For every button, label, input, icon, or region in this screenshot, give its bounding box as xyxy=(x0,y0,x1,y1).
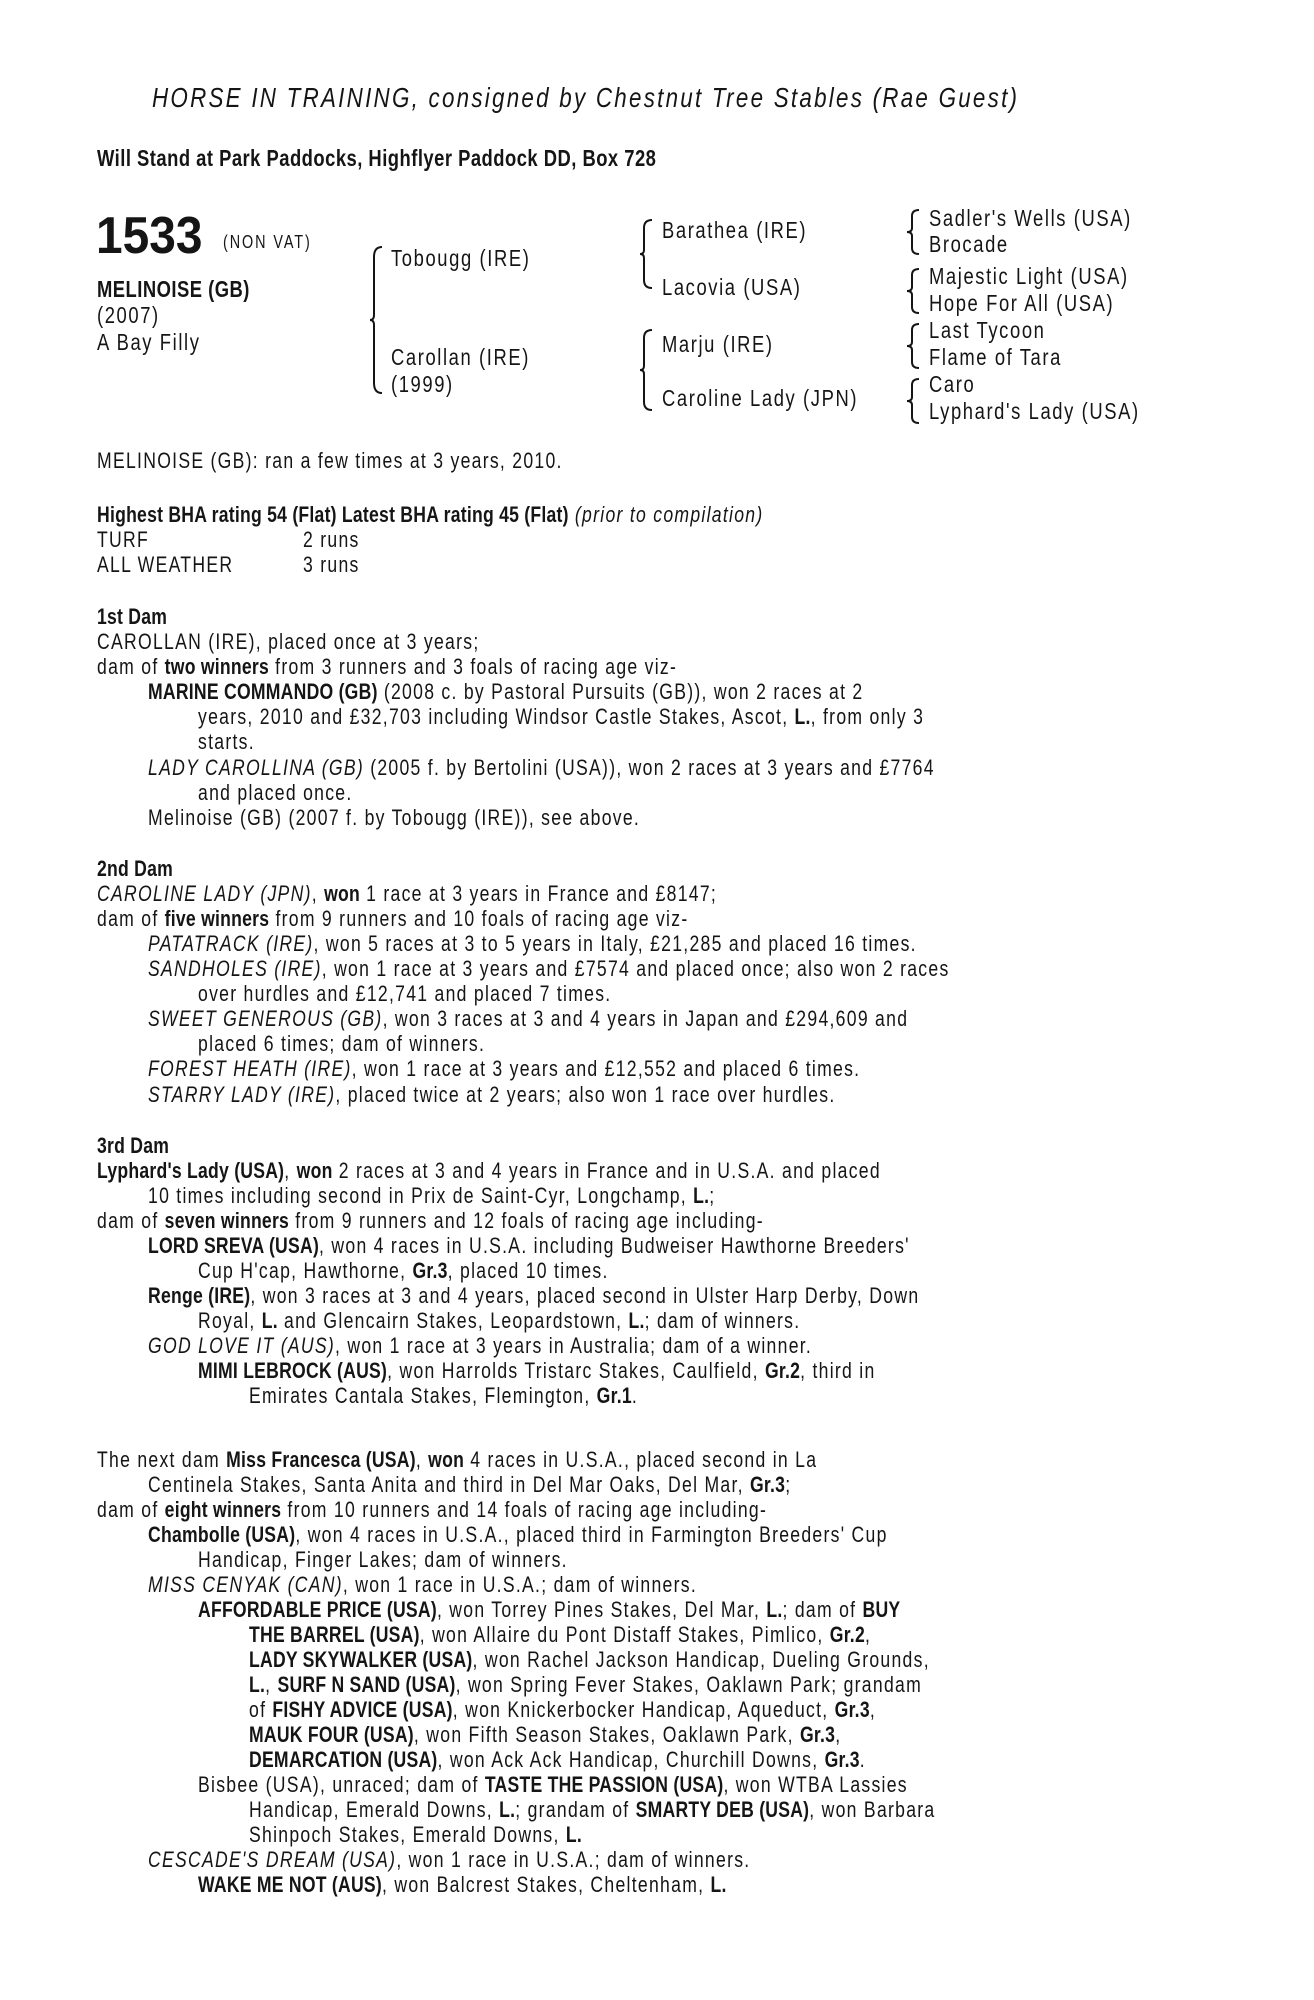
text-run: 10 times including second in Prix de Saint-Cyr, Longchamp, xyxy=(148,1183,694,1208)
text-run: CAROLINE LADY (JPN) xyxy=(97,881,312,906)
dam1-heading: 1st Dam xyxy=(97,604,168,629)
text-run: ; xyxy=(709,1183,716,1208)
text-run: CESCADE'S DREAM (USA) xyxy=(148,1847,397,1872)
text-run: , xyxy=(311,881,325,906)
dam1-entry1-line2 xyxy=(198,705,924,729)
pedigree-sire: Tobougg (IRE) xyxy=(391,245,531,271)
pedigree-sire-sire: Barathea (IRE) xyxy=(662,217,808,243)
affordable-line2 xyxy=(249,1623,871,1647)
text-run: , won WTBA Lassies xyxy=(723,1772,908,1797)
text-run: , won 3 races at 3 and 4 years in Japan and £294,609 and xyxy=(382,1006,909,1031)
next-dam-line3 xyxy=(97,1498,767,1522)
stand-location: Will Stand at Park Paddocks, Highflyer Paddock DD, Box 728 xyxy=(97,145,657,171)
text-run: Handicap, Emerald Downs, xyxy=(249,1797,500,1822)
text-run: , from only 3 xyxy=(810,704,925,729)
text-run: SURF N SAND (USA) xyxy=(277,1672,456,1697)
cescade-line xyxy=(148,1848,750,1872)
text-run: AFFORDABLE PRICE (USA) xyxy=(198,1597,437,1622)
text-run: , won 5 races at 3 to 5 years in Italy, £21,285 and placed 16 times. xyxy=(313,931,917,956)
text-run: from 9 runners and 12 foals of racing age including- xyxy=(289,1208,764,1233)
ratings-note: (prior to compilation) xyxy=(574,502,764,527)
text-run: won xyxy=(296,1158,333,1183)
dam3-heading: 3rd Dam xyxy=(97,1133,170,1158)
text-run: won xyxy=(324,881,360,906)
text-run: , won Balcrest Stakes, Cheltenham, xyxy=(381,1872,711,1897)
text-run: L. xyxy=(693,1183,710,1208)
dam2-line2 xyxy=(97,907,688,931)
text-run: dam of xyxy=(97,1208,165,1233)
pedigree-brace-1 xyxy=(370,245,384,395)
text-run: Gr.3 xyxy=(834,1697,870,1722)
text-run: GOD LOVE IT (AUS) xyxy=(148,1333,336,1358)
dam3-line3 xyxy=(97,1209,764,1233)
text-run: LORD SREVA (USA) xyxy=(148,1233,320,1258)
aw-label: ALL WEATHER xyxy=(97,552,234,577)
ratings-line xyxy=(97,503,763,527)
text-run: Gr.3 xyxy=(412,1258,448,1283)
text-run: Cup H'cap, Hawthorne, xyxy=(198,1258,413,1283)
dam1-entry1-line3: starts. xyxy=(198,729,255,754)
text-run: Gr.3 xyxy=(824,1747,860,1772)
pedigree-dam-dam: Caroline Lady (JPN) xyxy=(662,385,859,411)
text-run: , xyxy=(869,1697,877,1722)
affordable-line5 xyxy=(249,1698,876,1722)
text-run: , xyxy=(835,1722,842,1747)
text-run: , xyxy=(415,1447,429,1472)
pedigree-brace-5 xyxy=(907,267,921,315)
dam2-entry1 xyxy=(148,932,917,956)
text-run: L. xyxy=(628,1308,645,1333)
text-run: ; xyxy=(785,1472,792,1497)
text-run: ; dam of xyxy=(782,1597,863,1622)
horse-description: A Bay Filly xyxy=(97,329,201,355)
text-run: Bisbee (USA), unraced; dam of xyxy=(198,1772,485,1797)
text-run: , won 3 races at 3 and 4 years, placed second in Ulster Harp Derby, Down xyxy=(250,1283,920,1308)
text-run: from 9 runners and 10 foals of racing age viz- xyxy=(269,906,689,931)
dam3-entry4-line2 xyxy=(249,1384,638,1408)
dam2-heading: 2nd Dam xyxy=(97,856,174,881)
text-run: L. xyxy=(261,1308,278,1333)
text-run: Centinela Stakes, Santa Anita and third in Del Mar Oaks, Del Mar, xyxy=(148,1472,750,1497)
affordable-line6 xyxy=(249,1723,841,1747)
text-run: , won 1 race in U.S.A.; dam of winners. xyxy=(342,1572,698,1597)
text-run: . xyxy=(859,1747,866,1772)
turf-label: TURF xyxy=(97,527,150,552)
pedigree-brace-6 xyxy=(907,322,921,370)
next-dam-line2 xyxy=(148,1473,791,1497)
pedigree-brace-4 xyxy=(907,208,921,256)
text-run: SMARTY DEB (USA) xyxy=(635,1797,810,1822)
text-run: dam of xyxy=(97,906,165,931)
miss-cenyak-line xyxy=(148,1573,697,1597)
pedigree-dds: Caro xyxy=(929,371,976,397)
text-run: (2008 c. by Pastoral Pursuits (GB)), won 2 races at 2 xyxy=(377,679,864,704)
aw-runs: 3 runs xyxy=(303,552,360,577)
text-run: Lyphard's Lady (USA) xyxy=(97,1158,285,1183)
dam2-entry5 xyxy=(148,1083,836,1107)
text-run: L. xyxy=(710,1872,727,1897)
affordable-line3 xyxy=(249,1648,930,1672)
text-run: Miss Francesca (USA) xyxy=(226,1447,416,1472)
dam2-entry3-line2: placed 6 times; dam of winners. xyxy=(198,1031,486,1056)
text-run: , won Allaire du Pont Distaff Stakes, Pimlico, xyxy=(419,1622,830,1647)
text-run: MAUK FOUR (USA) xyxy=(249,1722,414,1747)
text-run: and Glencairn Stakes, Leopardstown, xyxy=(277,1308,629,1333)
bisbee-line3 xyxy=(249,1823,582,1847)
pedigree-sdd: Hope For All (USA) xyxy=(929,290,1115,316)
text-run: SANDHOLES (IRE) xyxy=(148,956,322,981)
dam1-entry2-line2: and placed once. xyxy=(198,780,353,805)
pedigree-dam: Carollan (IRE) xyxy=(391,344,530,370)
dam2-entry2-line1 xyxy=(148,957,950,981)
text-run: of xyxy=(249,1697,273,1722)
text-run: won xyxy=(428,1447,465,1472)
chambolle-line1 xyxy=(148,1523,888,1547)
pedigree-dss: Last Tycoon xyxy=(929,317,1046,343)
chambolle-line2: Handicap, Finger Lakes; dam of winners. xyxy=(198,1547,568,1572)
text-run: , won 4 races in U.S.A. including Budweiser Hawthorne Breeders' xyxy=(319,1233,910,1258)
pedigree-brace-3 xyxy=(640,328,654,412)
wake-me-not-line xyxy=(198,1873,727,1897)
text-run: seven winners xyxy=(164,1208,290,1233)
lot-number: 1533 xyxy=(96,207,203,265)
text-run: Renge (IRE) xyxy=(148,1283,251,1308)
pedigree-ddd: Lyphard's Lady (USA) xyxy=(929,398,1140,424)
pedigree-dam-year: (1999) xyxy=(391,371,454,397)
text-run: . xyxy=(631,1383,639,1408)
text-run: , won Spring Fever Stakes, Oaklawn Park; grandam xyxy=(455,1672,923,1697)
pedigree-sds: Majestic Light (USA) xyxy=(929,263,1129,289)
text-run: ; dam of winners. xyxy=(644,1308,801,1333)
text-run: , won 1 race at 3 years in Australia; dam of a winner. xyxy=(335,1333,813,1358)
text-run: L. xyxy=(565,1822,582,1847)
dam2-line1 xyxy=(97,882,717,906)
text-run: WAKE ME NOT (AUS) xyxy=(198,1872,382,1897)
dam3-entry2-line2 xyxy=(198,1309,800,1333)
dam3-entry1-line1 xyxy=(148,1234,910,1258)
text-run: , won 1 race at 3 years and £12,552 and placed 6 times. xyxy=(351,1056,861,1081)
pedigree-brace-2 xyxy=(640,218,654,290)
turf-runs: 2 runs xyxy=(303,527,360,552)
text-run: DEMARCATION (USA) xyxy=(249,1747,438,1772)
text-run: years, 2010 and £32,703 including Windsor Castle Stakes, Ascot, xyxy=(198,704,795,729)
text-run: L. xyxy=(794,704,811,729)
text-run: 2 races at 3 and 4 years in France and in U.S.A. and placed xyxy=(332,1158,881,1183)
text-run: , xyxy=(265,1672,278,1697)
text-run: LADY SKYWALKER (USA) xyxy=(249,1647,473,1672)
bisbee-line2 xyxy=(249,1798,936,1822)
text-run: TASTE THE PASSION (USA) xyxy=(484,1772,724,1797)
text-run: Gr.1 xyxy=(596,1383,632,1408)
text-run: 4 races in U.S.A., placed second in La xyxy=(464,1447,818,1472)
text-run: BUY xyxy=(862,1597,901,1622)
text-run: , won Knickerbocker Handicap, Aqueduct, xyxy=(452,1697,835,1722)
text-run: L. xyxy=(766,1597,783,1622)
dam1-entry3: Melinoise (GB) (2007 f. by Tobougg (IRE)), see above. xyxy=(148,805,641,830)
text-run: two winners xyxy=(164,654,270,679)
text-run: , third in xyxy=(800,1358,876,1383)
text-run: , placed 10 times. xyxy=(447,1258,609,1283)
pedigree-dsd: Flame of Tara xyxy=(929,344,1062,370)
race-summary: MELINOISE (GB): ran a few times at 3 years, 2010. xyxy=(97,448,563,473)
text-run: , won Harrolds Tristarc Stakes, Caulfield, xyxy=(387,1358,765,1383)
text-run: eight winners xyxy=(164,1497,282,1522)
text-run: Emirates Cantala Stakes, Flemington, xyxy=(249,1383,597,1408)
text-run: , won Ack Ack Handicap, Churchill Downs, xyxy=(437,1747,825,1772)
dam1-entry2-line1 xyxy=(148,756,935,780)
vat-status: (NON VAT) xyxy=(223,232,312,252)
text-run: , won Barbara xyxy=(809,1797,936,1822)
text-run: PATATRACK (IRE) xyxy=(148,931,314,956)
dam3-entry1-line2 xyxy=(198,1259,609,1283)
horse-name: MELINOISE (GB) xyxy=(97,276,250,302)
text-run: , won Torrey Pines Stakes, Del Mar, xyxy=(436,1597,767,1622)
text-run: from 10 runners and 14 foals of racing age including- xyxy=(281,1497,768,1522)
pedigree-sss: Sadler's Wells (USA) xyxy=(929,205,1132,231)
text-run: Gr.2 xyxy=(829,1622,865,1647)
text-run: FOREST HEATH (IRE) xyxy=(148,1056,352,1081)
text-run: FISHY ADVICE (USA) xyxy=(272,1697,453,1722)
page-header: HORSE IN TRAINING, consigned by Chestnut Tree Stables (Rae Guest) xyxy=(152,82,1020,113)
dam1-line1: CAROLLAN (IRE), placed once at 3 years; xyxy=(97,629,480,654)
text-run: from 3 runners and 3 foals of racing age viz- xyxy=(269,654,678,679)
dam3-line1 xyxy=(97,1159,881,1183)
text-run: MISS CENYAK (CAN) xyxy=(148,1572,343,1597)
text-run: Shinpoch Stakes, Emerald Downs, xyxy=(249,1822,566,1847)
affordable-line7 xyxy=(249,1748,866,1772)
text-run: LADY CAROLLINA (GB) xyxy=(148,755,365,780)
text-run: dam of xyxy=(97,1497,165,1522)
dam3-entry4-line1 xyxy=(198,1359,876,1383)
text-run: THE BARREL (USA) xyxy=(249,1622,420,1647)
pedigree-dam-sire: Marju (IRE) xyxy=(662,331,774,357)
affordable-line1 xyxy=(198,1598,900,1622)
text-run: five winners xyxy=(164,906,270,931)
text-run: Royal, xyxy=(198,1308,262,1333)
dam3-entry2-line1 xyxy=(148,1284,919,1308)
text-run: , xyxy=(864,1622,872,1647)
text-run: The next dam xyxy=(97,1447,227,1472)
text-run: STARRY LADY (IRE) xyxy=(148,1082,336,1107)
text-run: , won Fifth Season Stakes, Oaklawn Park, xyxy=(413,1722,800,1747)
dam2-entry4 xyxy=(148,1057,860,1081)
foaling-year: (2007) xyxy=(97,302,160,328)
text-run: dam of xyxy=(97,654,165,679)
text-run: L. xyxy=(249,1672,266,1697)
text-run: ; grandam of xyxy=(515,1797,636,1822)
text-run: SWEET GENEROUS (GB) xyxy=(148,1006,383,1031)
text-run: , placed twice at 2 years; also won 1 race over hurdles. xyxy=(335,1082,836,1107)
dam2-entry3-line1 xyxy=(148,1007,908,1031)
dam2-entry2-line2: over hurdles and £12,741 and placed 7 times. xyxy=(198,981,612,1006)
dam1-line2 xyxy=(97,655,677,679)
pedigree-brace-7 xyxy=(907,377,921,425)
text-run: , won 4 races in U.S.A., placed third in Farmington Breeders' Cup xyxy=(295,1522,888,1547)
text-run: Gr.3 xyxy=(749,1472,786,1497)
text-run: Gr.2 xyxy=(764,1358,801,1383)
bisbee-line1 xyxy=(198,1773,908,1797)
affordable-line4 xyxy=(249,1673,922,1697)
text-run: L. xyxy=(499,1797,516,1822)
next-dam-line1 xyxy=(97,1448,817,1472)
dam3-entry3 xyxy=(148,1334,812,1358)
text-run: MARINE COMMANDO (GB) xyxy=(148,679,378,704)
text-run: , won 1 race at 3 years and £7574 and placed once; also won 2 races xyxy=(321,956,950,981)
text-run: 1 race at 3 years in France and £8147; xyxy=(359,881,718,906)
text-run: , xyxy=(284,1158,297,1183)
text-run: Chambolle (USA) xyxy=(148,1522,296,1547)
text-run: , won 1 race in U.S.A.; dam of winners. xyxy=(396,1847,751,1872)
text-run: (2005 f. by Bertolini (USA)), won 2 races at 3 years and £7764 xyxy=(364,755,935,780)
dam1-entry1-line1 xyxy=(148,680,864,704)
ratings-bold: Highest BHA rating 54 (Flat) Latest BHA rating 45 (Flat) xyxy=(97,502,569,527)
text-run: MIMI LEBROCK (AUS) xyxy=(198,1358,388,1383)
text-run: , won Rachel Jackson Handicap, Dueling Grounds, xyxy=(472,1647,930,1672)
text-run: Gr.3 xyxy=(799,1722,836,1747)
pedigree-ssd: Brocade xyxy=(929,231,1009,257)
dam3-line2 xyxy=(148,1184,715,1208)
pedigree-sire-dam: Lacovia (USA) xyxy=(662,274,802,300)
